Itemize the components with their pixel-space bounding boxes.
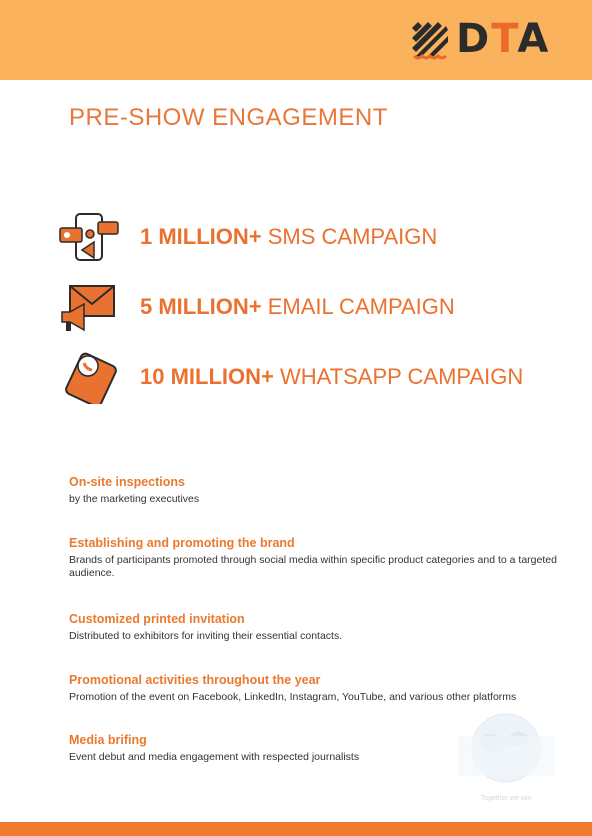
globe-watermark [456,708,556,806]
item-title: Media brifing [69,733,147,747]
dta-logo [412,18,564,62]
item-description: Brands of participants promoted through social media within specific product categories and to a targeted audience. [69,554,557,579]
footer-bar [0,822,592,836]
item-title: Establishing and promoting the brand [69,536,295,550]
info-item-brand [69,535,559,580]
campaign-sms [58,212,558,264]
page-title: PRE-SHOW ENGAGEMENT [69,104,388,131]
item-description: Event debut and media engagement with respected journalists [69,751,360,763]
email-megaphone-icon [58,282,122,334]
campaign-label: 10 MILLION+ WHATSAPP CAMPAIGN [140,364,524,389]
whatsapp-phone-icon [58,352,122,404]
item-title: Customized printed invitation [69,612,245,626]
watermark-caption: Together we win [480,795,532,802]
item-title: On-site inspections [69,475,185,489]
info-item-invitation [69,611,559,643]
campaign-email [58,282,558,334]
logo-wordmark: DTA [456,16,551,62]
item-title: Promotional activities throughout the year [69,673,321,687]
campaign-label: 1 MILLION+ SMS CAMPAIGN [140,224,438,249]
campaign-whatsapp [58,352,558,404]
info-item-promotional [69,672,559,704]
info-item-inspections [69,474,559,506]
sms-phone-icon [58,212,122,264]
campaign-label: 5 MILLION+ EMAIL CAMPAIGN [140,294,455,319]
header-banner [0,0,592,80]
item-description: by the marketing executives [69,493,200,505]
item-description: Distributed to exhibitors for inviting their essential contacts. [69,630,343,642]
item-description: Promotion of the event on Facebook, LinkedIn, Instagram, YouTube, and various other platforms [69,691,517,703]
logo-stripes-icon [412,18,452,62]
